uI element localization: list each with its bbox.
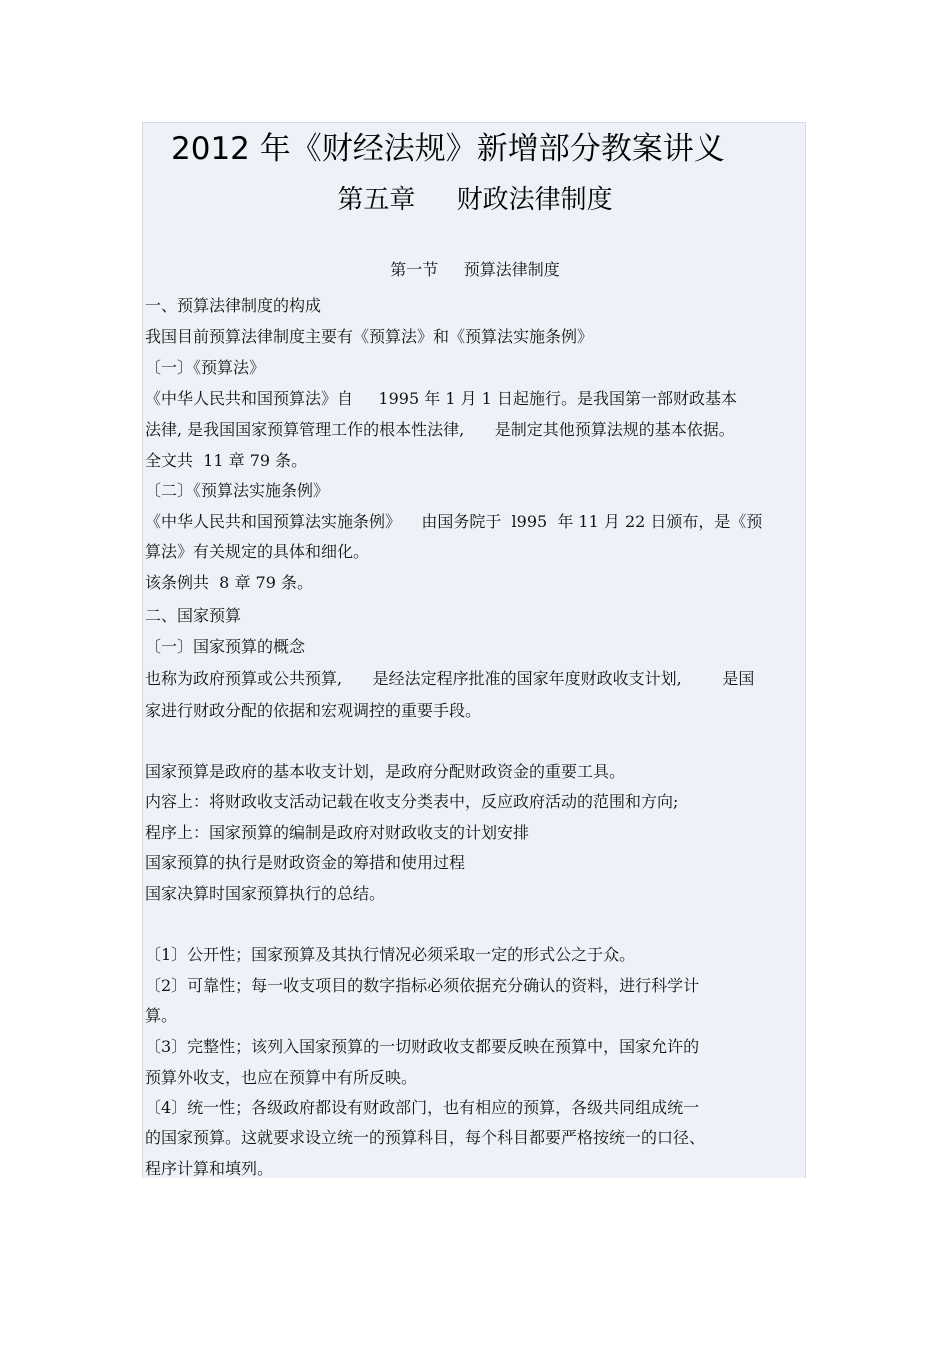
- text-line: 家进行财政分配的依据和宏观调控的重要手段。: [145, 701, 482, 720]
- list-item: 〔4〕统一性；各级政府都设有财政部门，也有相应的预算，各级共同组成统一: [145, 1098, 700, 1117]
- list-item: 〔3〕完整性；该列入国家预算的一切财政收支都要反映在预算中，国家允许的: [145, 1037, 700, 1056]
- text-line: 我国目前预算法律制度主要有《预算法》和《预算法实施条例》: [145, 327, 594, 346]
- text-line: 内容上：将财政收支活动记载在收支分类表中，反应政府活动的范围和方向;: [145, 792, 679, 811]
- heading-1: 一、预算法律制度的构成: [145, 296, 322, 315]
- section-title: 第一节 预算法律制度: [390, 260, 560, 279]
- list-item: 〔1〕公开性；国家预算及其执行情况必须采取一定的形式公之于众。: [145, 945, 636, 964]
- text-line: 程序上：国家预算的编制是政府对财政收支的计划安排: [145, 823, 530, 842]
- text-line: 算法》有关规定的具体和细化。: [145, 542, 370, 561]
- heading-2: 二、国家预算: [145, 606, 242, 625]
- text-line: 国家预算是政府的基本收支计划，是政府分配财政资金的重要工具。: [145, 762, 626, 781]
- list-item-continuation: 预算外收支，也应在预算中有所反映。: [145, 1068, 418, 1087]
- text-line: 国家预算的执行是财政资金的筹措和使用过程: [145, 853, 466, 872]
- chapter-title: 第五章 财政法律制度: [337, 185, 613, 215]
- subheading: 〔二〕《预算法实施条例》: [145, 481, 330, 500]
- list-item-continuation: 的国家预算。这就要求设立统一的预算科目，每个科目都要严格按统一的口径、: [145, 1128, 706, 1147]
- list-item: 〔2〕可靠性；每一收支项目的数字指标必须依据充分确认的资料，进行科学计: [145, 976, 700, 995]
- document-page: [142, 122, 806, 1178]
- text-line: 国家决算时国家预算执行的总结。: [145, 884, 386, 903]
- document-title: 2012 年《财经法规》新增部分教案讲义: [171, 131, 725, 167]
- text-line: 也称为政府预算或公共预算, 是经法定程序批准的国家年度财政收支计划, 是国: [145, 669, 755, 688]
- text-line: 《中华人民共和国预算法实施条例》 由国务院于 l995 年 11 月 22 日颁布，是《预: [145, 512, 763, 531]
- list-item-continuation: 算。: [145, 1006, 178, 1025]
- subheading: 〔一〕《预算法》: [145, 358, 266, 377]
- subheading: 〔一〕国家预算的概念: [145, 637, 306, 656]
- list-item-continuation: 程序计算和填列。: [145, 1159, 274, 1178]
- text-line: 法律, 是我国国家预算管理工作的根本性法律, 是制定其他预算法规的基本依据。: [145, 420, 735, 439]
- text-line: 全文共 11 章 79 条。: [145, 451, 308, 470]
- text-line: 《中华人民共和国预算法》自 1995 年 1 月 1 日起施行。是我国第一部财政基本: [145, 389, 737, 408]
- text-line: 该条例共 8 章 79 条。: [145, 573, 313, 592]
